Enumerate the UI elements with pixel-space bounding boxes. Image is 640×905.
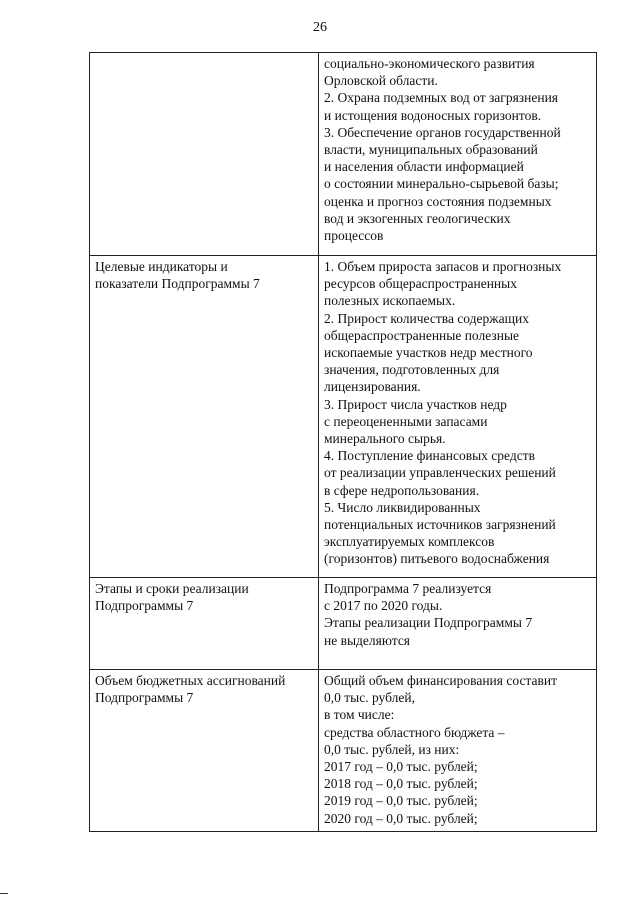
text-line: общераспространенные полезные — [324, 327, 520, 343]
page-number: 26 — [313, 20, 327, 35]
table-row-target-indicators — [90, 256, 597, 578]
text-line: Орловской области. — [324, 73, 438, 89]
table-row-stages-and-terms — [90, 578, 597, 670]
text-line: социально-экономического развития — [324, 56, 535, 71]
text-line: Общий объем финансирования составит — [324, 673, 557, 688]
scan-edge-mark — [0, 893, 8, 894]
table-row-goals-continuation — [90, 53, 597, 256]
text-line: власти, муниципальных образований — [324, 142, 538, 158]
label-line: Объем бюджетных ассигнований — [95, 673, 286, 688]
text-line: 2019 год – 0,0 тыс. рублей; — [324, 793, 478, 809]
text-line: и населения области информацией — [324, 159, 524, 175]
content-cell-stages-and-terms — [319, 578, 597, 670]
text-line: 3. Обеспечение органов государственной — [324, 124, 561, 140]
text-line: лицензирования. — [324, 379, 421, 395]
text-line: о состоянии минерально-сырьевой базы; — [324, 176, 559, 192]
text-line: 2. Прирост количества содержащих — [324, 310, 529, 326]
text-line: ресурсов общераспространенных — [324, 276, 517, 292]
text-line: с переоцененными запасами — [324, 413, 488, 429]
label-line: показатели Подпрограммы 7 — [95, 276, 260, 292]
text-line: процессов — [324, 228, 384, 244]
content-cell-goals — [319, 53, 597, 256]
label-cell-stages-and-terms — [90, 578, 319, 670]
text-line: 0,0 тыс. рублей, — [324, 690, 415, 706]
label-line: Подпрограммы 7 — [95, 598, 194, 614]
text-line: 2020 год – 0,0 тыс. рублей; — [324, 810, 478, 826]
label-cell-target-indicators — [90, 256, 319, 578]
content-cell-target-indicators — [319, 256, 597, 578]
subprogram-passport-table — [89, 52, 597, 832]
text-line: в том числе: — [324, 707, 395, 723]
text-line: Подпрограмма 7 реализуется — [324, 581, 492, 596]
text-line: и истощения водоносных горизонтов. — [324, 107, 542, 123]
text-line: с 2017 по 2020 годы. — [324, 598, 443, 614]
label-line: Целевые индикаторы и — [95, 259, 228, 274]
text-line: от реализации управленческих решений — [324, 465, 556, 481]
text-line: 5. Число ликвидированных — [324, 499, 481, 515]
text-line: Этапы реализации Подпрограммы 7 — [324, 615, 533, 631]
table-row-budget-allocations — [90, 670, 597, 832]
text-line: 3. Прирост числа участков недр — [324, 396, 507, 412]
text-line: 2018 год – 0,0 тыс. рублей; — [324, 776, 478, 792]
label-cell-empty — [90, 53, 319, 256]
text-line: эксплуатируемых комплексов — [324, 534, 495, 550]
text-line: 4. Поступление финансовых средств — [324, 448, 535, 464]
text-line: в сфере недропользования. — [324, 482, 480, 498]
text-line: значения, подготовленных для — [324, 362, 500, 378]
content-cell-budget-allocations — [319, 670, 597, 832]
label-cell-budget-allocations — [90, 670, 319, 832]
text-line: оценка и прогноз состояния подземных — [324, 193, 552, 209]
text-line: 2. Охрана подземных вод от загрязнения — [324, 90, 559, 106]
text-line: 1. Объем прироста запасов и прогнозных — [324, 259, 562, 274]
text-line: полезных ископаемых. — [324, 293, 456, 309]
text-line: средства областного бюджета – — [324, 724, 505, 740]
text-line: 0,0 тыс. рублей, из них: — [324, 741, 460, 757]
text-line: минерального сырья. — [324, 431, 446, 447]
text-line: 2017 год – 0,0 тыс. рублей; — [324, 759, 478, 775]
text-line: ископаемые участков недр местного — [324, 345, 533, 361]
label-line: Этапы и сроки реализации — [95, 581, 249, 596]
text-line: потенциальных источников загрязнений — [324, 517, 556, 533]
text-line: не выделяются — [324, 632, 411, 648]
text-line: (горизонтов) питьевого водоснабжения — [324, 551, 550, 567]
text-line: вод и экзогенных геологических — [324, 210, 511, 226]
label-line: Подпрограммы 7 — [95, 690, 194, 706]
